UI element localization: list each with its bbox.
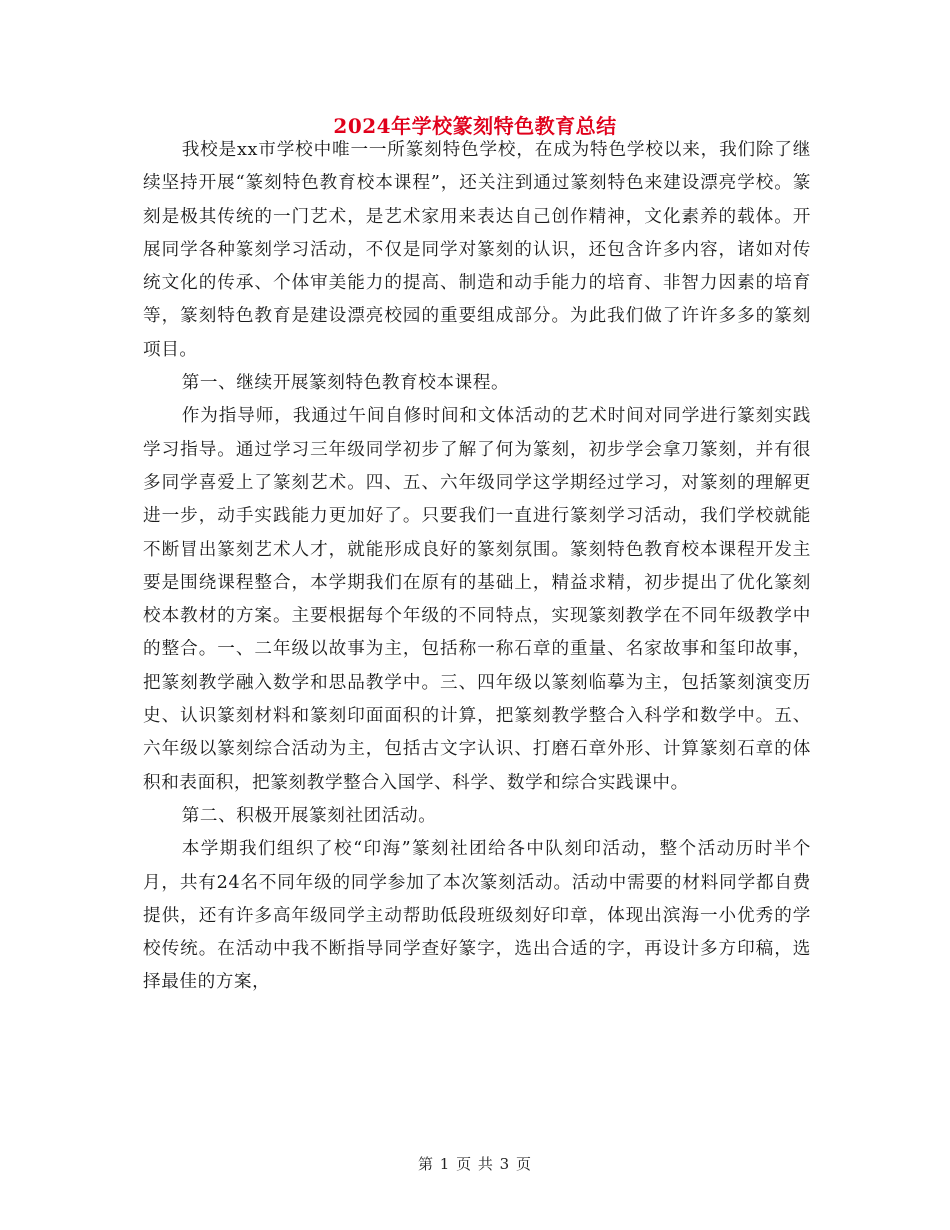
paragraph-club: 本学期我们组织了校“印海”篆刻社团给各中队刻印活动，整个活动历时半个月，共有24名不同年级的同学参加了本次篆刻活动。活动中需要的材料同学都自费提供，还有许多高年级同学主动帮助低段班级刻好印章，体现出滨海一小优秀的学校传统。在活动中我不断指导同学查好篆字，选出合适的字，再设计多方印稿，选择最佳的方案，	[143, 839, 811, 993]
section-heading-1: 第一、继续开展篆刻特色教育校本课程。	[181, 373, 510, 394]
paragraph-intro: 我校是xx市学校中唯一一所篆刻特色学校，在成为特色学校以来，我们除了继续坚持开展“篆刻特色教育校本课程”，还关注到通过篆刻特色来建设漂亮学校。篆刻是极其传统的一门艺术，是艺术家用来表达自己创作精神，文化素养的载体。开展同学各种篆刻学习活动，不仅是同学对篆刻的认识，还包含许多内容，诸如对传统文化的传承、个体审美能力的提高、制造和动手能力的培育、非智力因素的培育等，篆刻特色教育是建设漂亮校园的重要组成部分。为此我们做了许许多多的篆刻项目。	[143, 140, 811, 360]
paragraph-course: 作为指导师，我通过午间自修时间和文体活动的艺术时间对同学进行篆刻实践学习指导。通过学习三年级同学初步了解了何为篆刻，初步学会拿刀篆刻，并有很多同学喜爱上了篆刻艺术。四、五、六年级同学这学期经过学习，对篆刻的理解更进一步，动手实践能力更加好了。只要我们一直进行篆刻学习活动，我们学校就能不断冒出篆刻艺术人才，就能形成良好的篆刻氛围。篆刻特色教育校本课程开发主要是围绕课程整合，本学期我们在原有的基础上，精益求精，初步提出了优化篆刻校本教材的方案。主要根据每个年级的不同特点，实现篆刻教学在不同年级教学中的整合。一、二年级以故事为主，包括称一称石章的重量、名家故事和玺印故事，把篆刻教学融入数学和思品教学中。三、四年级以篆刻临摹为主，包括篆刻演变历史、认识篆刻材料和篆刻印面面积的计算，把篆刻教学整合入科学和数学中。五、六年级以篆刻综合活动为主，包括古文字认识、打磨石章外形、计算篆刻石章的体积和表面积，把篆刻教学整合入国学、科学、数学和综合实践课中。	[143, 406, 811, 793]
document-title: 2024年学校篆刻特色教育总结	[333, 114, 617, 138]
document-body	[143, 134, 811, 1000]
section-heading-2: 第二、积极开展篆刻社团活动。	[181, 805, 437, 826]
page-number-footer: 第 1 页 共 3 页	[418, 1155, 532, 1173]
